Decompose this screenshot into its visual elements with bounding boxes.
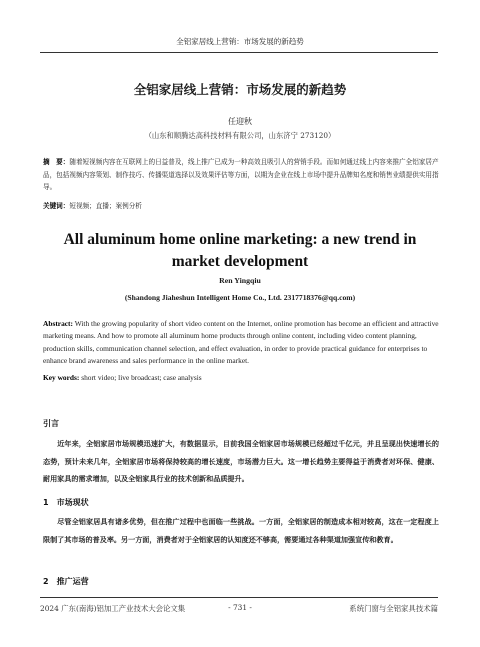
section-1-number: 1 <box>43 498 49 507</box>
english-abstract-label: Abstract: <box>43 319 73 328</box>
footer-page-number: - 731 - <box>228 603 252 612</box>
chinese-keywords <box>43 200 439 210</box>
chinese-keywords-label: 关键词： <box>43 202 70 210</box>
footer-proceedings: 2024 广东(南海)铝加工产业技术大会论文集 <box>40 604 186 613</box>
chinese-affiliation: （山东和顺腾达高科技材料有限公司，山东济宁 273120） <box>144 131 336 140</box>
footer-rule <box>40 597 438 598</box>
english-abstract-text: With the growing popularity of short video content on the Internet, online promotion has become an efficient and attractive marketing means. And how to promote all aluminum home products through online content, including video content planning, production skills, communication channel selection, and effect evaluation, in order to provide practical guidance for enterprises to enhance brand awareness and sales performance in the online market. <box>43 319 439 366</box>
intro-paragraph: 近年来，全铝家居市场规模迅速扩大，有数据显示，目前我国全铝家居市场规模已经超过千亿元，并且呈现出快速增长的态势，预计未来几年，全铝家居市场将保持较高的增长速度，市场潜力巨大。这一增长趋势主要得益于消费者对环保、健康、耐用家具的需求增加，以及全铝家具行业的技术创新和品质提升。 <box>43 439 439 483</box>
section-2-title: 推广运营 <box>56 577 89 586</box>
section-2-heading <box>43 576 89 587</box>
intro-heading: 引言 <box>43 419 59 428</box>
chinese-title: 全铝家居线上营销：市场发展的新趋势 <box>133 82 347 97</box>
english-author: Ren Yingqiu <box>219 276 261 285</box>
english-affiliation: (Shandong Jiaheshun Intelligent Home Co., Ltd. 2317718376@qq.com) <box>124 293 356 302</box>
chinese-abstract-label: 摘 要： <box>43 158 70 166</box>
chinese-abstract-text: 随着短视频内容在互联网上的日益普及，线上推广已成为一种高效且吸引人的营销手段。而如何通过线上内容来推广全铝家居产品，包括视频内容策划、制作技巧、传播渠道选择以及效果评估等方面，以期为企业在线上市场中提升品牌知名度和销售业绩提供实用指导。 <box>43 158 439 191</box>
english-abstract <box>43 318 439 368</box>
english-title: All aluminum home online marketing: a new trend in market development <box>63 231 417 270</box>
running-head: 全铝家居线上营销：市场发展的新趋势 <box>176 37 304 46</box>
chinese-keywords-text: 短视频；直播；案例分析 <box>69 202 142 210</box>
english-keywords-text: short video; live broadcast; case analysis <box>81 373 202 382</box>
chinese-author: 任迎秋 <box>228 117 252 126</box>
english-keywords-label: Key words: <box>43 373 80 382</box>
header-rule <box>40 52 438 53</box>
chinese-abstract <box>43 156 439 194</box>
footer-section: 系统门窗与全铝家具技术篇 <box>349 604 438 613</box>
section-2-number: 2 <box>43 577 49 586</box>
english-keywords <box>43 373 439 382</box>
section-1-title: 市场现状 <box>56 498 89 507</box>
section-1-heading <box>43 497 89 508</box>
section-1-paragraph: 尽管全铝家居具有诸多优势，但在推广过程中也面临一些挑战。一方面，全铝家居的制造成本相对较高，这在一定程度上限制了其市场的普及率。另一方面，消费者对于全铝家居的认知度还不够高，需要通过各种渠道加强宣传和教育。 <box>43 517 439 544</box>
